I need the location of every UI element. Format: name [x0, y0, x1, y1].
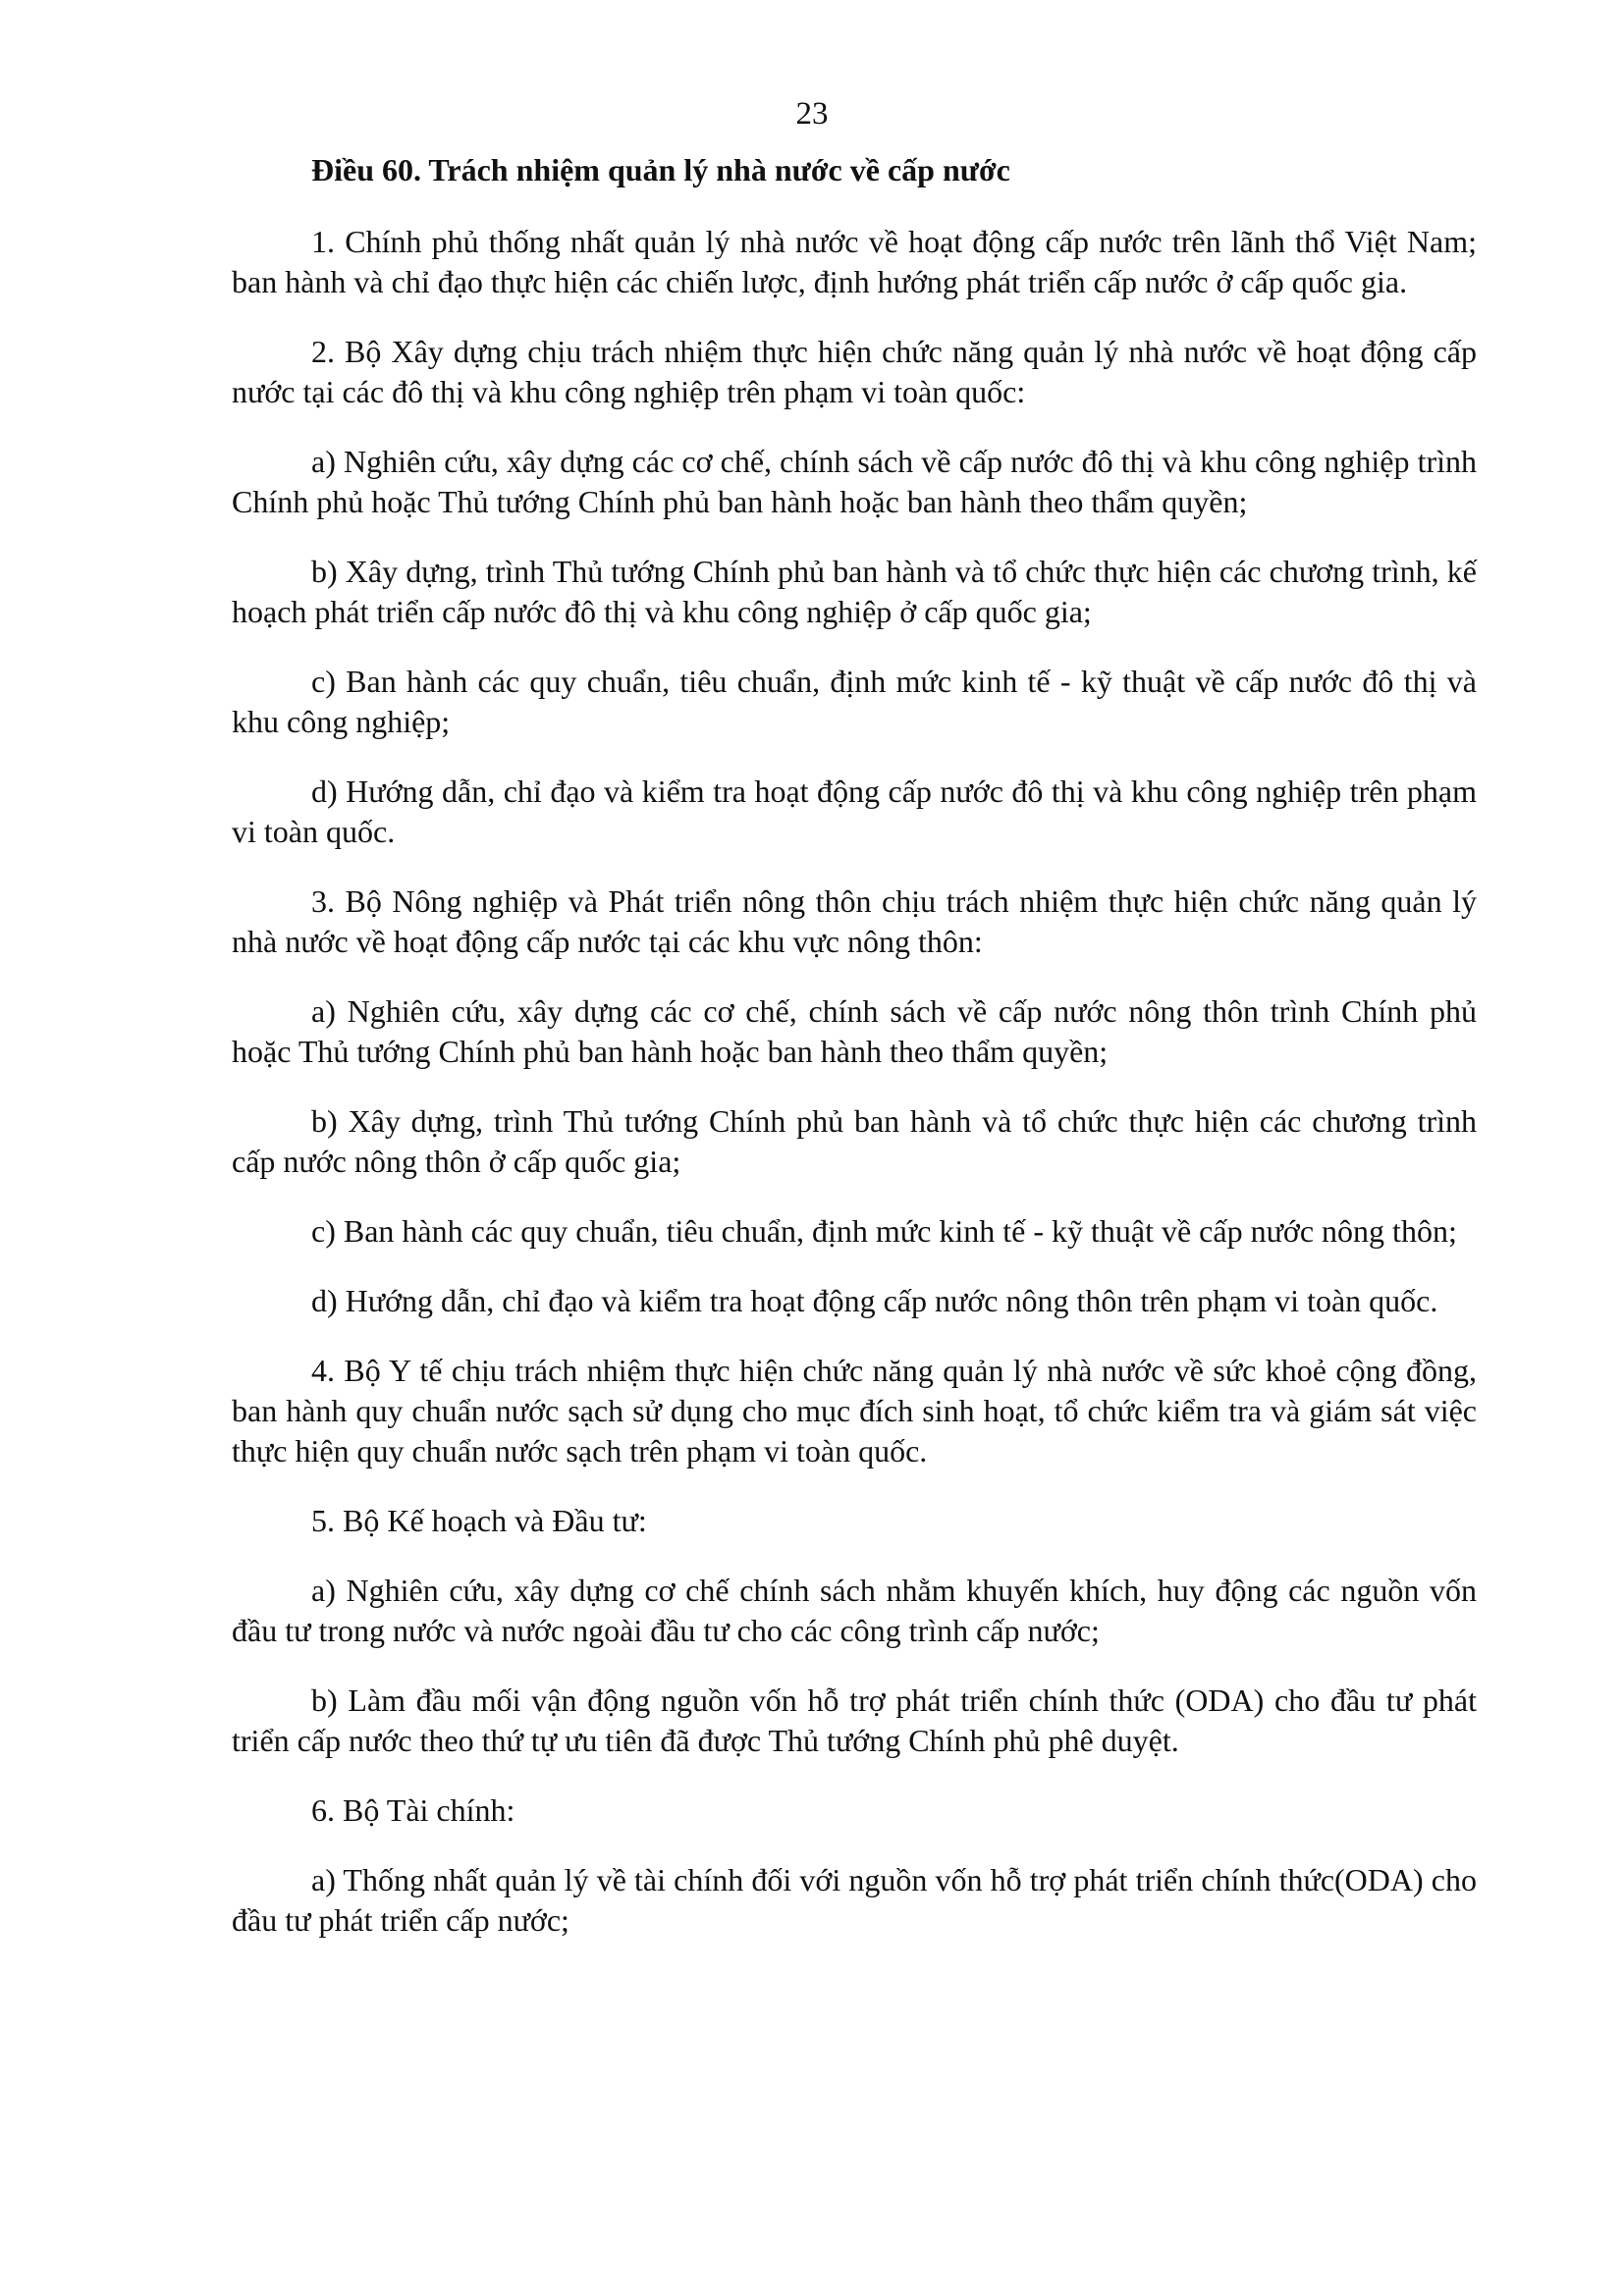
page-number: 23 — [795, 96, 829, 132]
paragraph-6a: a) Thống nhất quản lý về tài chính đối với nguồn vốn hỗ trợ phát triển chính thức(ODA) cho đầu tư phát triển cấp nước; — [232, 1862, 1477, 1938]
article-title: Điều 60. Trách nhiệm quản lý nhà nước về cấp nước — [311, 152, 1010, 187]
paragraph-3a: a) Nghiên cứu, xây dựng các cơ chế, chính sách về cấp nước nông thôn trình Chính phủ hoặc Thủ tướng Chính phủ ban hành hoặc ban hành theo thẩm quyền; — [232, 993, 1477, 1069]
paragraph-2a: a) Nghiên cứu, xây dựng các cơ chế, chính sách về cấp nước đô thị và khu công nghiệp trình Chính phủ hoặc Thủ tướng Chính phủ ban hành hoặc ban hành theo thẩm quyền; — [232, 444, 1477, 519]
paragraph-3b: b) Xây dựng, trình Thủ tướng Chính phủ ban hành và tổ chức thực hiện các chương trình cấp nước nông thôn ở cấp quốc gia; — [232, 1103, 1477, 1179]
paragraph-2b: b) Xây dựng, trình Thủ tướng Chính phủ ban hành và tổ chức thực hiện các chương trình, kế hoạch phát triển cấp nước đô thị và khu công nghiệp ở cấp quốc gia; — [232, 554, 1477, 629]
paragraph-5: 5. Bộ Kế hoạch và Đầu tư: — [311, 1503, 647, 1538]
paragraph-2: 2. Bộ Xây dựng chịu trách nhiệm thực hiện chức năng quản lý nhà nước về hoạt động cấp nước tại các đô thị và khu công nghiệp trên phạm vi toàn quốc: — [232, 334, 1477, 409]
paragraph-2d: d) Hướng dẫn, chỉ đạo và kiểm tra hoạt động cấp nước đô thị và khu công nghiệp trên phạm vi toàn quốc. — [232, 774, 1477, 849]
paragraph-3c: c) Ban hành các quy chuẩn, tiêu chuẩn, định mức kinh tế - kỹ thuật về cấp nước nông thôn; — [311, 1213, 1457, 1249]
paragraph-6: 6. Bộ Tài chính: — [311, 1792, 515, 1828]
paragraph-3: 3. Bộ Nông nghiệp và Phát triển nông thôn chịu trách nhiệm thực hiện chức năng quản lý nhà nước về hoạt động cấp nước tại các khu vực nông thôn: — [232, 883, 1477, 959]
document-body — [232, 149, 1477, 1970]
paragraph-3d: d) Hướng dẫn, chỉ đạo và kiểm tra hoạt động cấp nước nông thôn trên phạm vi toàn quốc. — [311, 1283, 1438, 1318]
paragraph-1: 1. Chính phủ thống nhất quản lý nhà nước về hoạt động cấp nước trên lãnh thổ Việt Nam; ban hành và chỉ đạo thực hiện các chiến lược, định hướng phát triển cấp nước ở cấp quốc gia. — [232, 224, 1477, 299]
paragraph-5a: a) Nghiên cứu, xây dựng cơ chế chính sách nhằm khuyến khích, huy động các nguồn vốn đầu tư trong nước và nước ngoài đầu tư cho các công trình cấp nước; — [232, 1573, 1477, 1648]
paragraph-2c: c) Ban hành các quy chuẩn, tiêu chuẩn, định mức kinh tế - kỹ thuật về cấp nước đô thị và khu công nghiệp; — [232, 664, 1477, 739]
paragraph-5b: b) Làm đầu mối vận động nguồn vốn hỗ trợ phát triển chính thức (ODA) cho đầu tư phát triển cấp nước theo thứ tự ưu tiên đã được Thủ tướng Chính phủ phê duyệt. — [232, 1682, 1477, 1758]
paragraph-4: 4. Bộ Y tế chịu trách nhiệm thực hiện chức năng quản lý nhà nước về sức khoẻ cộng đồng, ban hành quy chuẩn nước sạch sử dụng cho mục đích sinh hoạt, tổ chức kiểm tra và giám sát việc thực hiện quy chuẩn nước sạch trên phạm vi toàn quốc. — [232, 1353, 1477, 1468]
